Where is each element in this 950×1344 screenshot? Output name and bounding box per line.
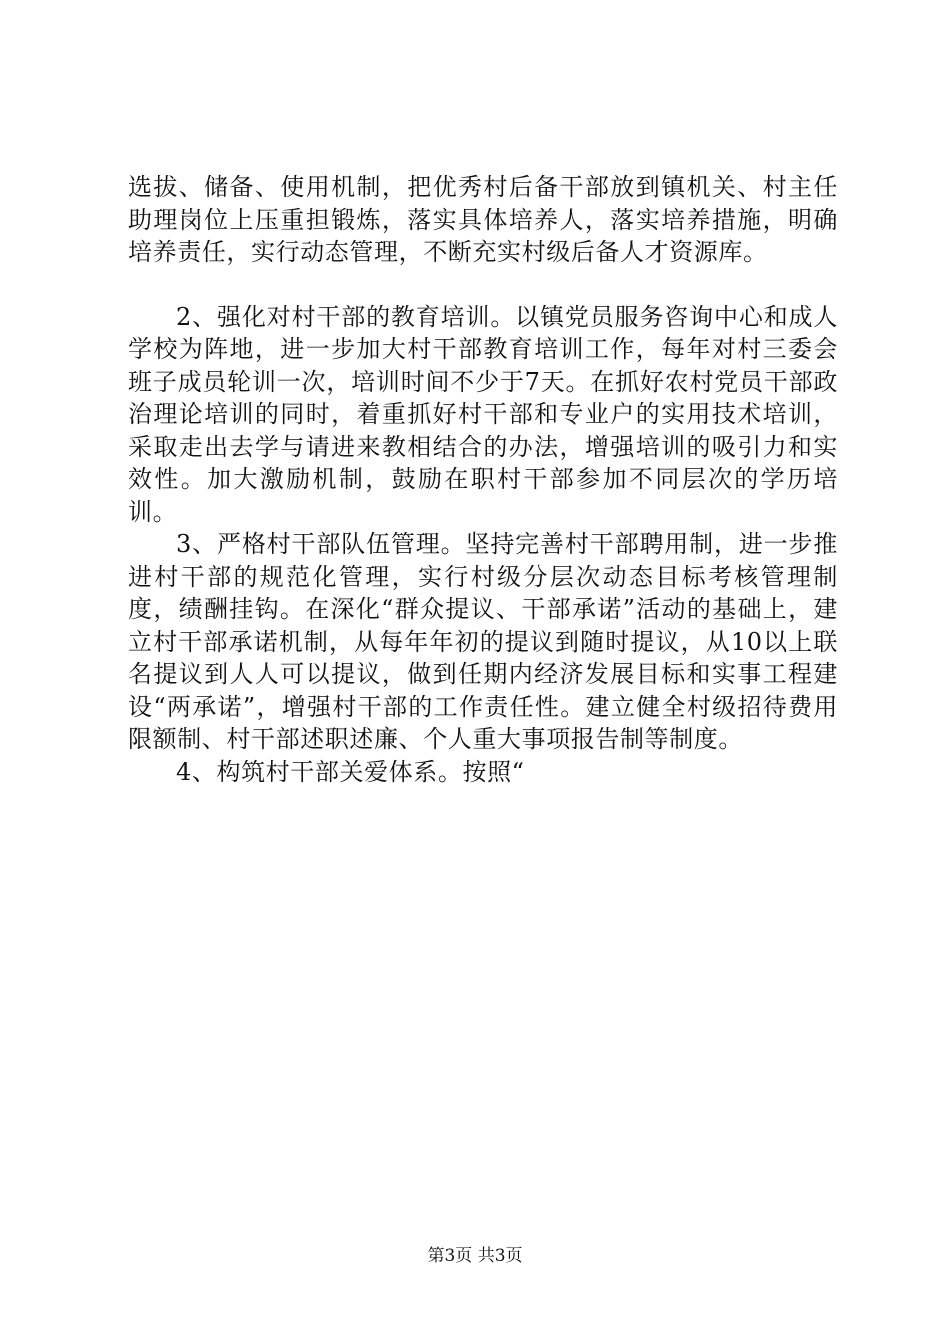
paragraph-team-management: 3、严格村干部队伍管理。坚持完善村干部聘用制，进一步推进村干部的规范化管理，实行村级分层次动态目标考核管理制度，绩酬挂钩。在深化“群众提议、干部承诺”活动的基础上，建立村干部承诺机制，从每年年初的提议到随时提议，从10以上联名提议到人人可以提议，做到任期内经济发展目标和实事工程建设“两承诺”，增强村干部的工作责任性。建立健全村级招待费用限额制、村干部述职述廉、个人重大事项报告制等制度。 bbox=[128, 530, 838, 753]
paragraph-continuation: 选拔、储备、使用机制，把优秀村后备干部放到镇机关、村主任助理岗位上压重担锻炼，落实具体培养人，落实培养措施，明确培养责任，实行动态管理，不断充实村级后备人才资源库。 bbox=[128, 173, 838, 266]
paragraph-care-system: 4、构筑村干部关爱体系。按照“ bbox=[176, 757, 525, 786]
page-footer: 第3页 共3页 bbox=[427, 1246, 523, 1266]
paragraph-education-training: 2、强化对村干部的教育培训。以镇党员服务咨询中心和成人学校为阵地，进一步加大村干部教育培训工作，每年对村三委会班子成员轮训一次，培训时间不少于7天。在抓好农村党员干部政治理论培训的同时，着重抓好村干部和专业户的实用技术培训，采取走出去学与请进来教相结合的办法，增强培训的吸引力和实效性。加大激励机制，鼓励在职村干部参加不同层次的学历培训。 bbox=[128, 302, 838, 526]
document-body bbox=[128, 171, 838, 788]
